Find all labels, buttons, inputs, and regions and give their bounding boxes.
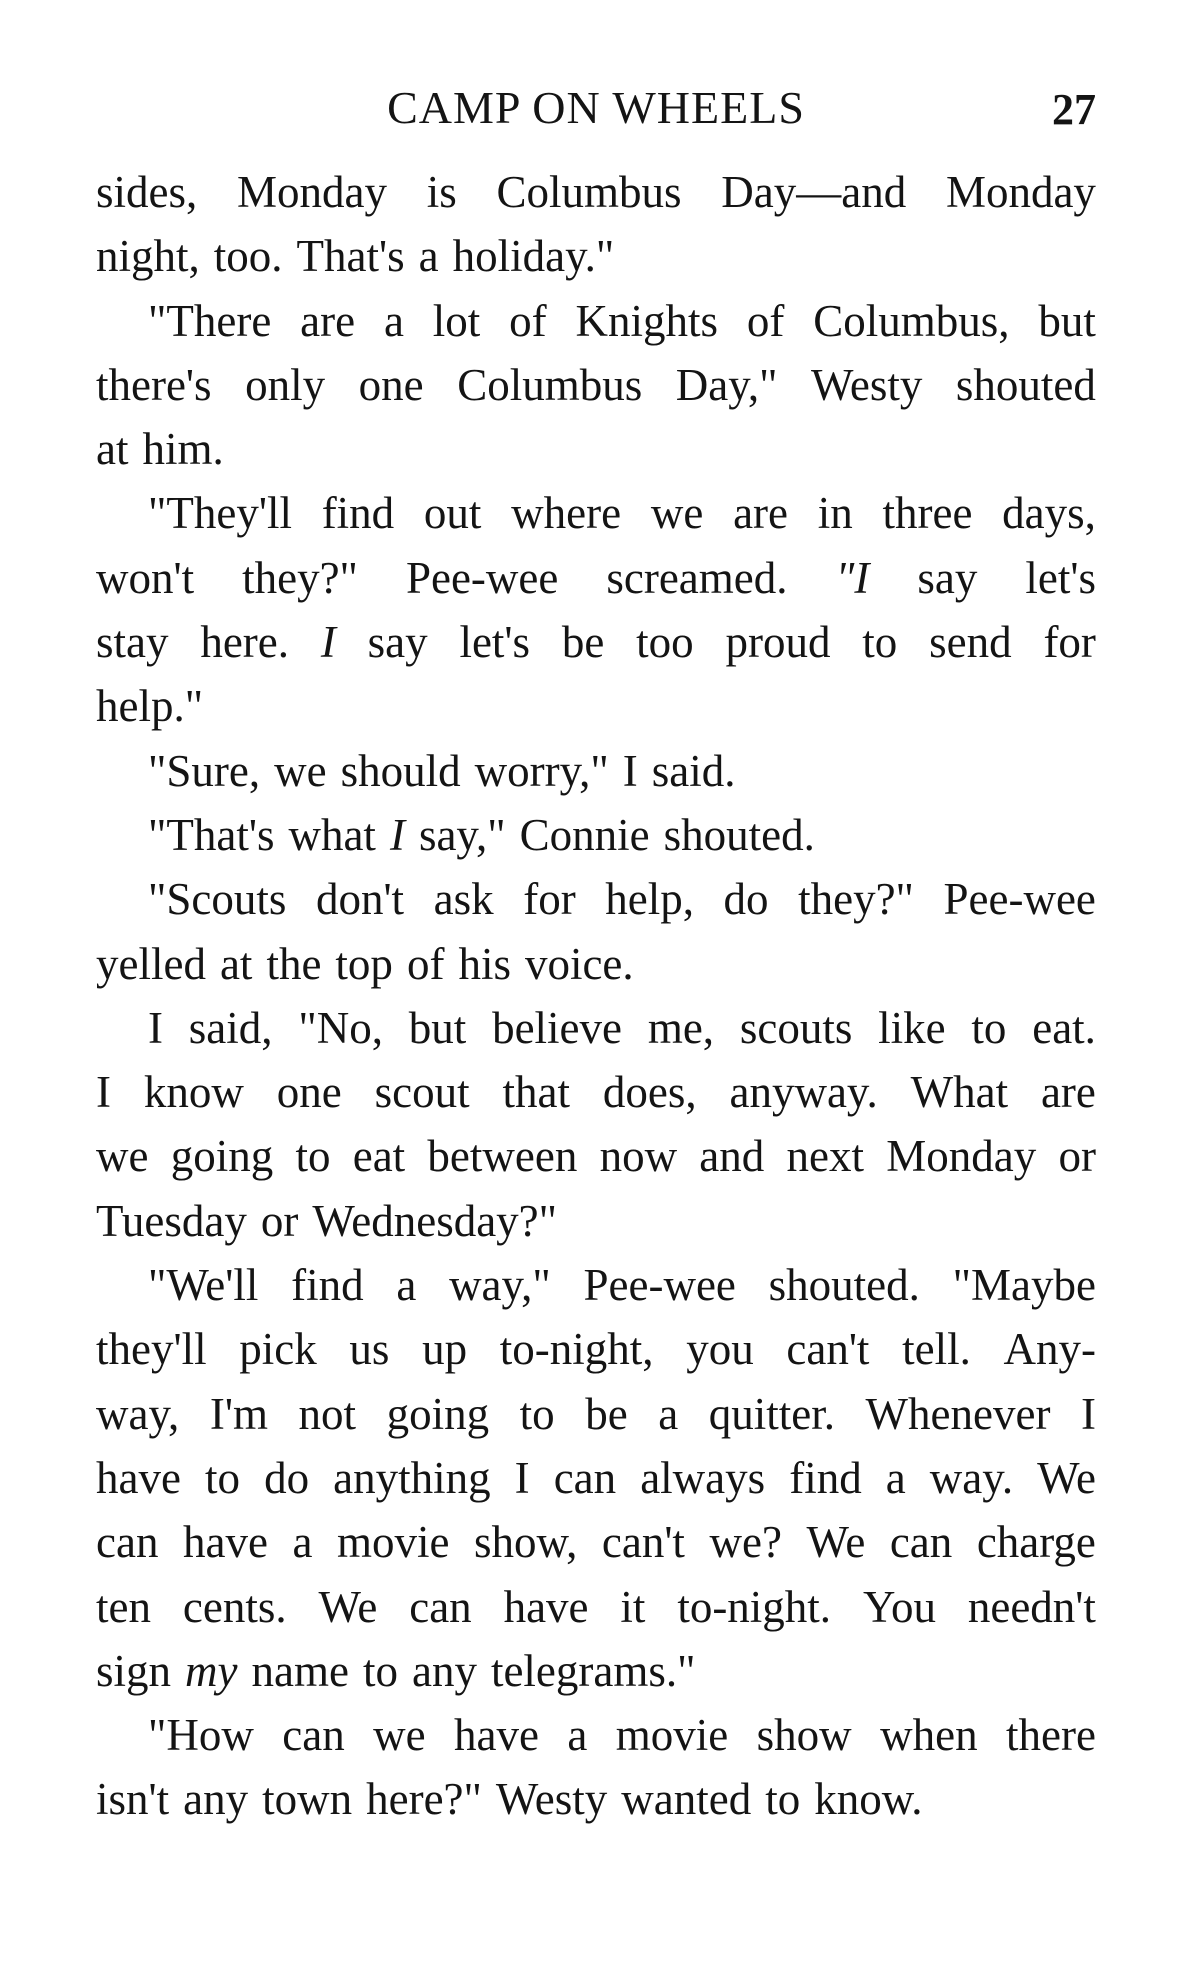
word: it — [620, 1581, 646, 1632]
word: Whenever — [865, 1388, 1051, 1439]
text-line — [96, 160, 1096, 224]
word: scouts — [739, 1002, 853, 1053]
word: is — [426, 167, 457, 217]
word: do — [264, 1452, 310, 1503]
paragraph — [96, 996, 1096, 1253]
word: telegrams." — [490, 1645, 696, 1696]
word: now — [599, 1131, 678, 1182]
word: show — [756, 1710, 852, 1761]
word: next — [786, 1131, 864, 1182]
word: show, — [474, 1517, 578, 1568]
word: wanted — [621, 1774, 752, 1825]
word: That's — [296, 231, 405, 282]
word: of — [746, 295, 785, 346]
word: Westy — [811, 359, 923, 410]
word: a — [658, 1388, 679, 1439]
word: help." — [96, 681, 204, 732]
word: ask — [433, 874, 494, 925]
word: Tuesday — [96, 1195, 247, 1246]
word: they?" — [242, 552, 358, 603]
text-line — [96, 996, 1096, 1060]
word: way," — [449, 1260, 551, 1311]
word: "That's — [148, 809, 275, 860]
paragraph — [96, 1703, 1096, 1832]
text-line — [96, 353, 1096, 417]
word: we — [650, 488, 704, 539]
word: worry," — [474, 745, 609, 796]
word: we — [96, 1131, 149, 1182]
paragraph — [96, 481, 1096, 738]
paragraph — [96, 867, 1096, 996]
word: town — [262, 1774, 353, 1825]
word: to — [362, 1645, 398, 1696]
word: that — [502, 1067, 570, 1118]
word: out — [423, 488, 482, 539]
word: isn't — [96, 1774, 170, 1825]
word: "Maybe — [952, 1260, 1096, 1311]
word: my — [185, 1645, 238, 1696]
word: I'm — [209, 1388, 268, 1439]
word: find — [291, 1260, 364, 1311]
word: have — [503, 1581, 589, 1632]
word: are — [300, 295, 356, 346]
word: find — [789, 1452, 862, 1503]
word: of — [509, 295, 547, 346]
word: here. — [200, 617, 289, 668]
word: a — [885, 1452, 906, 1503]
word: any — [183, 1774, 249, 1825]
word: one — [276, 1067, 342, 1118]
word: ten — [96, 1581, 151, 1632]
word: anyway. — [729, 1067, 878, 1118]
word: sides, — [96, 167, 198, 217]
word: only — [245, 359, 326, 410]
word: I — [148, 1002, 163, 1053]
word: "There — [148, 295, 272, 346]
word: but — [1038, 295, 1096, 346]
word: Columbus, — [813, 295, 1010, 346]
word: let's — [459, 617, 531, 668]
word: where — [511, 488, 622, 539]
page-number: 27 — [1052, 85, 1096, 134]
paragraph — [96, 803, 1096, 867]
word: or — [260, 1195, 299, 1246]
word: can — [282, 1710, 345, 1761]
word: know. — [814, 1774, 923, 1825]
word: to — [295, 1131, 331, 1182]
word: sign — [96, 1645, 172, 1696]
word: find — [321, 488, 395, 539]
word: always — [640, 1452, 766, 1503]
word: between — [427, 1131, 578, 1182]
word: shouted. — [663, 809, 815, 860]
text-line — [96, 1253, 1096, 1317]
word: charge — [976, 1517, 1096, 1568]
word: here?" — [366, 1774, 482, 1825]
word: let's — [1025, 552, 1096, 603]
word: and — [699, 1131, 765, 1182]
word: "Scouts — [148, 874, 287, 925]
word: Connie — [519, 809, 650, 860]
word: going — [386, 1388, 490, 1439]
word: anything — [333, 1452, 491, 1503]
word: be — [561, 617, 605, 668]
word: of — [406, 938, 445, 989]
text-line — [96, 1382, 1096, 1446]
word: a — [292, 1517, 313, 1568]
text-line — [96, 1575, 1096, 1639]
word: I — [96, 1067, 111, 1118]
word: for — [523, 874, 576, 925]
word: we? — [709, 1517, 782, 1568]
word: for — [1043, 617, 1096, 668]
word: his — [458, 938, 511, 989]
word: believe — [492, 1002, 623, 1053]
word: but — [408, 1002, 467, 1053]
word: they'll — [96, 1324, 207, 1375]
text-line — [96, 1510, 1096, 1574]
word: you — [686, 1324, 754, 1375]
word: are — [733, 488, 788, 539]
word: there's — [96, 359, 212, 410]
word: one — [358, 359, 424, 410]
word: top — [335, 938, 393, 989]
word: to — [519, 1388, 555, 1439]
word: does, — [602, 1067, 697, 1118]
word: help, — [605, 874, 694, 925]
word: movie — [336, 1517, 450, 1568]
word: Day," — [675, 359, 778, 410]
word: shouted — [955, 359, 1096, 410]
word: not — [298, 1388, 357, 1439]
word: at — [96, 424, 129, 475]
text-line — [96, 932, 1096, 996]
word: I — [389, 809, 405, 860]
word: me, — [647, 1002, 715, 1053]
word: holiday." — [452, 231, 615, 282]
word: at — [219, 938, 253, 989]
word: tell. — [902, 1324, 971, 1375]
word: too — [636, 617, 694, 668]
word: shouted. — [768, 1260, 920, 1311]
word: have — [182, 1517, 268, 1568]
word: We — [318, 1581, 378, 1632]
word: to — [862, 617, 898, 668]
text-line — [96, 867, 1096, 931]
word: Pee-wee — [405, 552, 559, 603]
text-line — [96, 289, 1096, 353]
word: be — [585, 1388, 628, 1439]
word: to — [971, 1002, 1007, 1053]
text-line — [96, 1767, 1096, 1831]
word: should — [340, 745, 461, 796]
word: scout — [374, 1067, 470, 1118]
text-line — [96, 739, 1096, 803]
word: are — [1040, 1067, 1096, 1118]
word: We — [806, 1517, 866, 1568]
word: said, — [188, 1002, 273, 1053]
word: to — [205, 1452, 241, 1503]
word: I — [622, 745, 638, 796]
word: said. — [651, 745, 736, 796]
word: screamed. — [606, 552, 788, 603]
word: Pee-wee — [943, 874, 1096, 925]
word: send — [929, 617, 1012, 668]
word: can — [96, 1517, 159, 1568]
text-line — [96, 1189, 1096, 1253]
word: way, — [96, 1388, 180, 1439]
word: there — [1005, 1710, 1096, 1761]
word: any — [411, 1645, 477, 1696]
text-line — [96, 1060, 1096, 1124]
text-line — [96, 1317, 1096, 1381]
word: can't — [786, 1324, 870, 1375]
word: a — [383, 295, 404, 346]
word: "No, — [298, 1002, 383, 1053]
text-line — [96, 674, 1096, 738]
word: We — [1037, 1452, 1096, 1503]
page-header — [96, 78, 1096, 138]
text-line — [96, 546, 1096, 610]
word: eat — [352, 1131, 406, 1182]
word: I — [1080, 1388, 1096, 1439]
word: they?" — [798, 874, 914, 925]
word: have — [96, 1452, 181, 1503]
word: Day—and — [721, 167, 907, 217]
word: a — [567, 1710, 588, 1761]
word: say — [367, 617, 428, 668]
word: cents. — [182, 1581, 287, 1632]
word: Columbus — [496, 167, 682, 217]
paragraph — [96, 739, 1096, 803]
word: to-night, — [499, 1324, 654, 1375]
word: yelled — [96, 938, 206, 989]
text-line — [96, 224, 1096, 288]
word: night, — [96, 231, 200, 282]
word: Pee-wee — [583, 1260, 736, 1311]
word: a — [418, 231, 439, 282]
word: I — [320, 617, 336, 668]
paragraph — [96, 160, 1096, 289]
word: needn't — [967, 1581, 1096, 1632]
word: quitter. — [708, 1388, 835, 1439]
word: pick — [239, 1324, 317, 1375]
word: lot — [432, 295, 481, 346]
word: too. — [213, 231, 283, 282]
text-line — [96, 1446, 1096, 1510]
word: him. — [142, 424, 224, 475]
word: Monday — [945, 167, 1096, 217]
word: proud — [725, 617, 831, 668]
word: What — [910, 1067, 1009, 1118]
text-line — [96, 481, 1096, 545]
word: won't — [96, 552, 195, 603]
paragraph — [96, 1253, 1096, 1703]
word: You — [862, 1581, 936, 1632]
word: name — [251, 1645, 349, 1696]
word: the — [266, 938, 322, 989]
word: stay — [96, 617, 169, 668]
word: up — [422, 1324, 468, 1375]
text-line — [96, 1703, 1096, 1767]
word: don't — [315, 874, 405, 925]
text-line — [96, 1124, 1096, 1188]
word: have — [454, 1710, 539, 1761]
word: "I — [835, 552, 870, 603]
word: what — [288, 809, 376, 860]
word: to-night. — [677, 1581, 832, 1632]
word: we — [373, 1710, 426, 1761]
word: Any- — [1003, 1324, 1096, 1375]
paragraph — [96, 289, 1096, 482]
text-line — [96, 803, 1096, 867]
word: can — [553, 1452, 617, 1503]
word: "They'll — [148, 488, 292, 539]
word: Columbus — [457, 359, 643, 410]
text-line — [96, 1639, 1096, 1703]
word: Knights — [575, 295, 719, 346]
word: eat. — [1032, 1002, 1096, 1053]
word: days, — [1002, 488, 1096, 539]
text-line — [96, 610, 1096, 674]
word: Wednesday?" — [312, 1195, 558, 1246]
word: Monday — [886, 1131, 1037, 1182]
word: do — [723, 874, 769, 925]
word: can — [409, 1581, 472, 1632]
word: like — [878, 1002, 946, 1053]
word: say — [917, 552, 978, 603]
word: voice. — [524, 938, 634, 989]
text-line — [96, 417, 1096, 481]
word: in — [817, 488, 853, 539]
word: movie — [615, 1710, 729, 1761]
word: I — [514, 1452, 530, 1503]
word: when — [880, 1710, 978, 1761]
word: know — [143, 1067, 244, 1118]
word: "We'll — [148, 1260, 259, 1311]
body-text — [96, 160, 1096, 1832]
word: us — [349, 1324, 390, 1375]
word: can't — [601, 1517, 685, 1568]
word: or — [1058, 1131, 1096, 1182]
word: Westy — [495, 1774, 608, 1825]
word: three — [882, 488, 973, 539]
word: to — [765, 1774, 801, 1825]
word: we — [274, 745, 327, 796]
word: can — [889, 1517, 953, 1568]
word: a — [396, 1260, 417, 1311]
running-title: CAMP ON WHEELS — [387, 82, 805, 133]
word: "How — [148, 1710, 254, 1761]
word: say," — [418, 809, 506, 860]
word: going — [170, 1131, 274, 1182]
word: "Sure, — [148, 745, 261, 796]
word: way. — [929, 1452, 1014, 1503]
word: Monday — [236, 167, 387, 217]
